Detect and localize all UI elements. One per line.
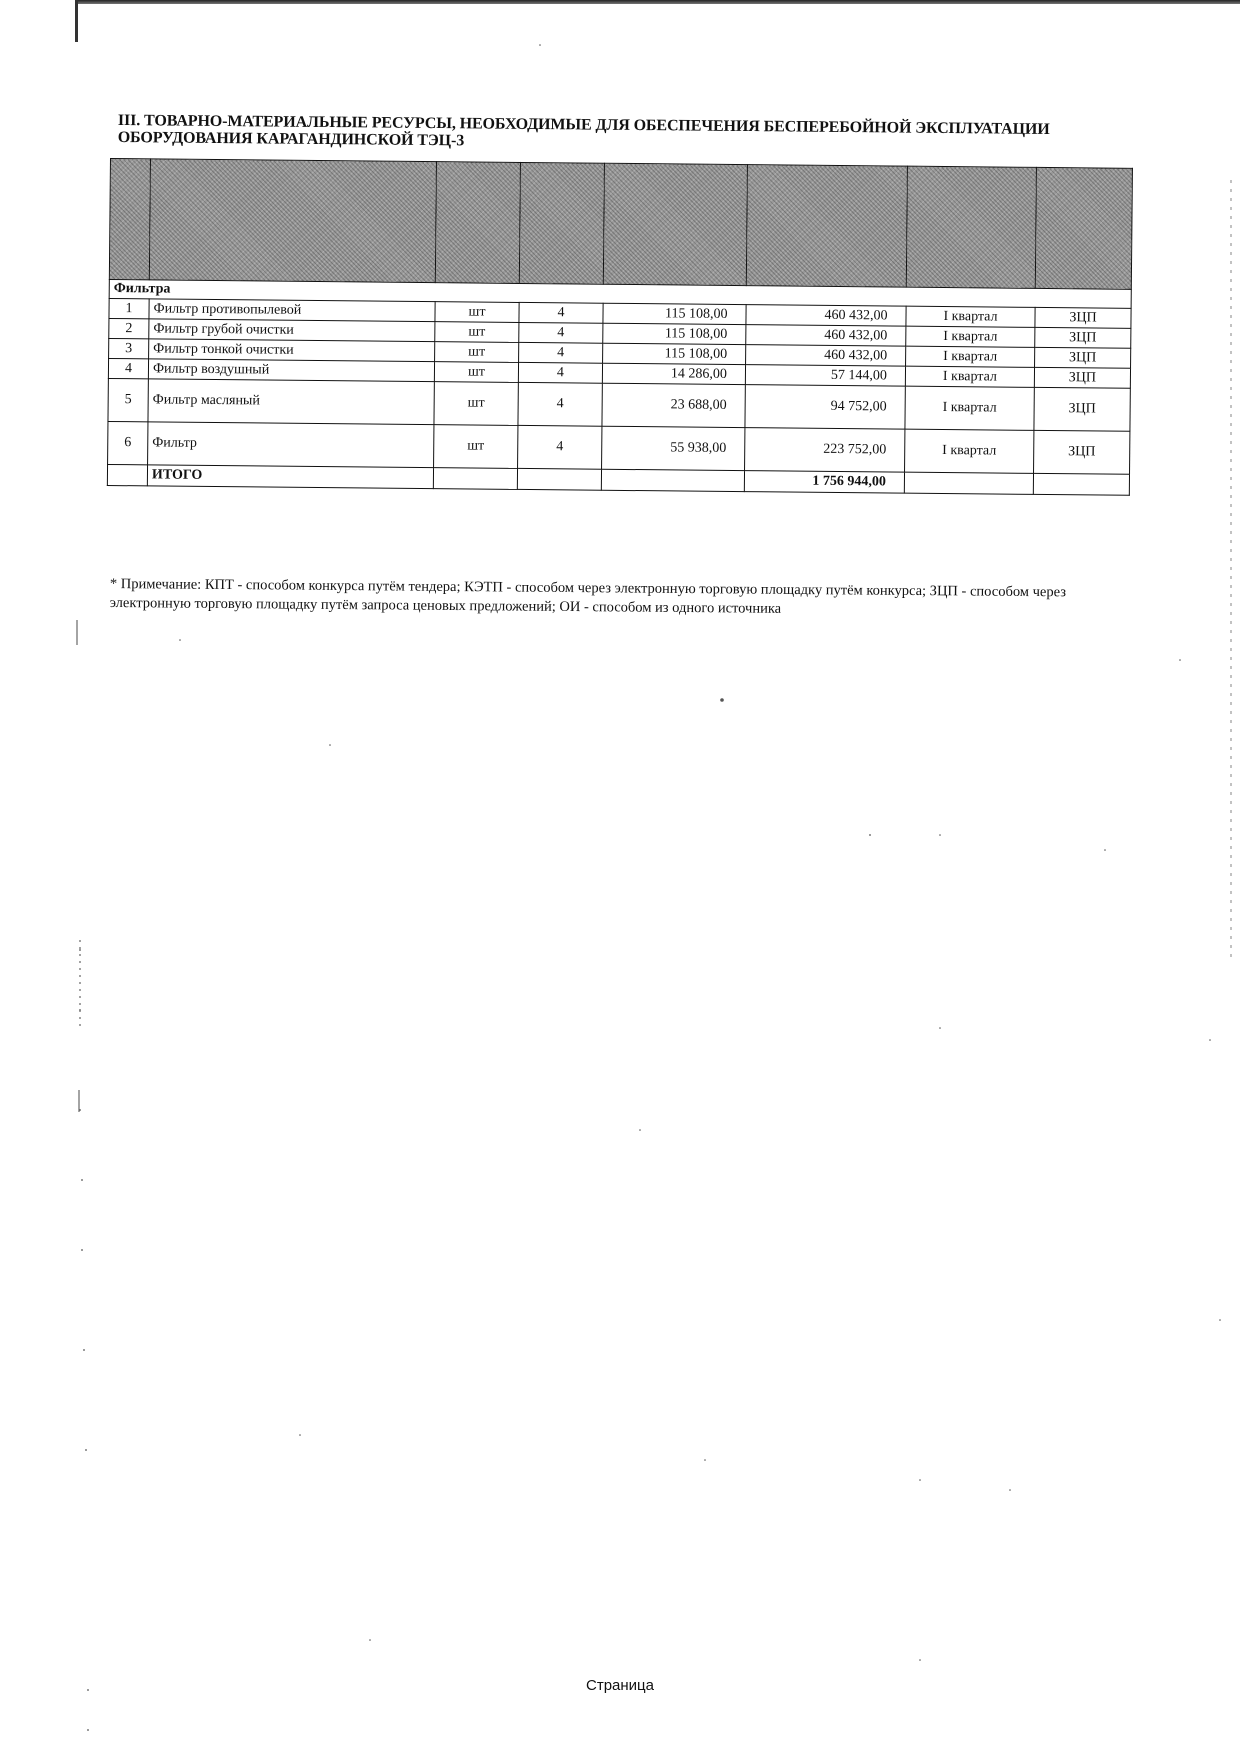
item-sum: 460 432,00 (746, 325, 906, 347)
item-unit: шт (434, 425, 518, 469)
item-method: ЗЦП (1035, 347, 1131, 368)
item-name: Фильтр (148, 422, 434, 468)
item-quantity: 4 (519, 302, 603, 323)
item-method: ЗЦП (1034, 387, 1130, 431)
total-sum: 1 756 944,00 (744, 471, 904, 494)
item-price: 23 688,00 (602, 383, 745, 427)
group-label: Фильтра (109, 279, 1131, 308)
item-unit: шт (435, 322, 519, 343)
item-method: ЗЦП (1035, 307, 1131, 328)
item-name: Фильтр противопылевой (149, 299, 435, 322)
item-quarter: I квартал (906, 346, 1035, 367)
row-number: 3 (109, 338, 149, 358)
item-quarter: I квартал (906, 326, 1035, 347)
item-quarter: I квартал (905, 429, 1034, 473)
total-empty-cell (904, 472, 1033, 494)
header-cell (435, 162, 520, 284)
total-empty-cell (601, 469, 744, 491)
item-sum: 94 752,00 (745, 385, 905, 430)
header-cell (519, 162, 604, 284)
header-cell (1035, 167, 1132, 289)
item-name: Фильтр масляный (148, 379, 434, 425)
item-name: Фильтр воздушный (148, 359, 434, 382)
item-quantity: 4 (518, 382, 602, 426)
item-name: Фильтр тонкой очистки (149, 339, 435, 362)
item-method: ЗЦП (1035, 327, 1131, 348)
item-price: 14 286,00 (602, 363, 745, 384)
item-unit: шт (434, 362, 518, 383)
item-quantity: 4 (519, 342, 603, 363)
header-cell (109, 159, 150, 280)
footnote: * Примечание: КПТ - способом конкурса путём тендера; КЭТП - способом через электронную торговую площадку путём конкурса; ЗЦП - способом через электронную торговую площадку путём запроса ценовых предложений; ОИ - способом из одного источника (109, 575, 1067, 617)
item-price: 115 108,00 (603, 323, 746, 344)
total-empty-cell (1033, 473, 1129, 495)
header-cell (603, 163, 747, 285)
total-empty-cell (107, 464, 147, 485)
row-number: 1 (109, 298, 149, 318)
header-cell (149, 159, 436, 283)
item-quarter: I квартал (905, 366, 1034, 387)
document-title: III. ТОВАРНО-МАТЕРИАЛЬНЫЕ РЕСУРСЫ, НЕОБХОДИМЫЕ ДЛЯ ОБЕСПЕЧЕНИЯ БЕСПЕРЕБОЙНОЙ ЭКСПЛУАТАЦИИ ОБОРУДОВАНИЯ КАРАГАНДИНСКОЙ ТЭЦ-3 (117, 112, 1050, 150)
item-price: 115 108,00 (603, 343, 746, 364)
item-price: 115 108,00 (603, 303, 746, 324)
table-header-row (109, 159, 1132, 290)
total-label: ИТОГО (147, 465, 433, 489)
item-quantity: 4 (518, 362, 602, 383)
scan-edge-left (75, 0, 78, 42)
item-unit: шт (435, 342, 519, 363)
item-method: ЗЦП (1034, 430, 1130, 474)
header-cell (906, 166, 1036, 288)
row-number: 2 (109, 318, 149, 338)
item-quantity: 4 (518, 425, 602, 469)
item-quarter: I квартал (905, 386, 1034, 430)
row-number: 6 (108, 421, 148, 464)
item-quarter: I квартал (906, 306, 1035, 327)
item-unit: шт (434, 382, 518, 426)
item-unit: шт (435, 302, 519, 323)
total-empty-cell (433, 468, 517, 490)
item-quantity: 4 (519, 322, 603, 343)
row-number: 5 (108, 378, 148, 421)
total-empty-cell (517, 468, 601, 490)
item-sum: 460 432,00 (746, 345, 906, 367)
page-footer: Страница (586, 1677, 654, 1694)
row-number: 4 (108, 358, 148, 378)
item-price: 55 938,00 (602, 426, 745, 470)
item-sum: 223 752,00 (745, 428, 905, 473)
item-method: ЗЦП (1034, 367, 1130, 388)
scan-edge-right (1230, 180, 1232, 960)
item-name: Фильтр грубой очистки (149, 319, 435, 342)
resources-table-wrap (107, 158, 1132, 496)
header-cell (746, 165, 907, 288)
scan-edge-top (75, 0, 1240, 4)
resources-table (107, 158, 1133, 496)
item-sum: 57 144,00 (745, 365, 905, 387)
item-sum: 460 432,00 (746, 305, 906, 327)
